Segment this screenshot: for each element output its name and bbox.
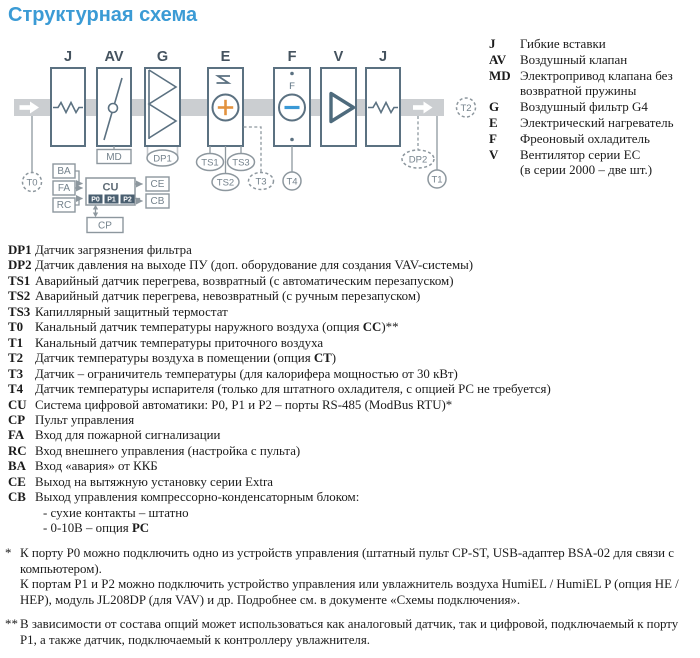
sensor-row: BA Вход «авария» от ККБ xyxy=(8,459,158,474)
legend-row: MD Электропривод клапана без возвратной пружины xyxy=(489,67,673,99)
sensor-row: DP1 Датчик загрязнения фильтра xyxy=(8,243,192,257)
legend-row: J Гибкие вставки xyxy=(489,36,606,51)
sensor-row: CE Выход на вытяжную установку серии Extra xyxy=(8,474,273,489)
sensor-row: T1 Канальный датчик температуры приточного воздуха xyxy=(8,335,324,350)
label-j1: J xyxy=(63,49,73,65)
sensor-row: RC Вход внешнего управления (настройка с пульта) xyxy=(8,443,301,458)
sensor-row: DP2 Датчик давления на выходе ПУ (доп. оборудование для создания VAV-системы) xyxy=(8,258,474,273)
sensor-row: CU Система цифровой автоматики: P0, P1 и P2 – порты RS-485 (ModBus RTU)* xyxy=(8,397,453,412)
sensor-row: TS2 Аварийный датчик перегрева, невозвратный (с ручным перезапуском) xyxy=(8,289,421,304)
sensor-subrow: - сухие контакты – штатно xyxy=(43,505,189,520)
sensor-row: FA Вход для пожарной сигнализации xyxy=(8,428,221,443)
sensor-legend-list xyxy=(8,243,698,537)
cb-connector xyxy=(135,199,143,202)
svg-text:TS3: TS3 xyxy=(232,157,250,169)
svg-text:RC: RC xyxy=(56,200,72,211)
svg-text:TS2: TS2 xyxy=(216,177,235,189)
legend-row: G Воздушный фильтр G4 xyxy=(489,99,648,115)
footnote-1: * К порту P0 можно подключить одно из устройств управления (штатный пульт CP-ST, USB-адаптер BSA-02 для связи с компьютером). К портам P1 и P2 можно подключить устройство управления или увлажнитель воздуха HumiEL / HumiEL P (опция HE / HEP), модуль JL208DP (для VAV) и др. Подробнее см. в документе «Схемы подключения». xyxy=(5,546,679,607)
page-title: Структурная схема xyxy=(8,4,198,26)
component-legend xyxy=(489,36,699,178)
legend-row: V Вентилятор серии EC (в серии 2000 – две шт.) xyxy=(489,146,653,178)
ba-connector xyxy=(75,171,83,184)
sensor-row: TS1 Аварийный датчик перегрева, возвратный (с автоматическим перезапуском) xyxy=(8,273,454,288)
filter-box xyxy=(145,68,180,146)
label-e: E xyxy=(220,49,231,65)
legend-row: E Электрический нагреватель xyxy=(489,114,674,130)
sensor-row: CB Выход управления компрессорно-конденсаторным блоком: xyxy=(8,490,360,505)
svg-text:CP: CP xyxy=(98,220,112,232)
structural-diagram xyxy=(0,32,480,244)
sensor-row: CP Пульт управления xyxy=(8,412,135,427)
cp-connector xyxy=(93,205,98,217)
label-av: AV xyxy=(104,49,124,65)
footnotes xyxy=(5,546,693,657)
label-g: G xyxy=(156,49,169,65)
sensor-row: TS3 Капиллярный защитный термостат xyxy=(8,304,228,319)
svg-text:F: F xyxy=(289,81,295,92)
sensor-row: T0 Канальный датчик температуры наружного воздуха (опция CC)** xyxy=(8,320,399,335)
sensor-row: T4 Датчик температуры испарителя (только для штатного охладителя, с опцией PC не требуется) xyxy=(8,382,551,397)
svg-text:DP1: DP1 xyxy=(153,153,172,165)
svg-text:CE: CE xyxy=(150,179,165,190)
footnote-2: ** В зависимости от состава опций может использоваться как аналоговый датчик, так и цифровой, подключаемый к порту P1, а также датчик, подключаемый к контроллеру увлажнителя. xyxy=(5,617,679,647)
svg-text:T1: T1 xyxy=(431,174,443,186)
legend-row: AV Воздушный клапан xyxy=(489,51,628,67)
svg-text:P2: P2 xyxy=(123,196,132,204)
sensor-subrow: - 0-10В – опция PC xyxy=(43,521,150,536)
label-f: F xyxy=(287,49,297,65)
sensor-row: T3 Датчик – ограничитель температуры (для калорифера мощностью от 30 кВт) xyxy=(8,366,458,381)
svg-text:BA: BA xyxy=(57,166,71,177)
legend-row: F Фреоновый охладитель xyxy=(489,130,650,146)
svg-text:FA: FA xyxy=(57,183,71,194)
svg-text:T3: T3 xyxy=(255,176,267,188)
svg-text:T0: T0 xyxy=(26,177,38,189)
cu-ports xyxy=(89,195,135,204)
svg-text:TS1: TS1 xyxy=(201,157,219,169)
sensor-row: T2 Датчик температуры воздуха в помещении (опция CT) xyxy=(8,351,337,366)
label-j2: J xyxy=(378,49,388,65)
svg-text:CB: CB xyxy=(150,196,165,207)
controller-cluster xyxy=(53,164,169,233)
svg-text:T2: T2 xyxy=(460,103,472,114)
svg-text:DP2: DP2 xyxy=(408,154,428,166)
svg-text:T4: T4 xyxy=(286,176,298,188)
svg-text:P1: P1 xyxy=(107,196,116,204)
rc-connector xyxy=(75,199,83,206)
svg-text:CU: CU xyxy=(102,181,119,194)
svg-text:P0: P0 xyxy=(91,196,100,204)
label-v: V xyxy=(333,49,344,65)
svg-text:MD: MD xyxy=(106,152,122,163)
heater-plus-icon xyxy=(213,95,239,121)
